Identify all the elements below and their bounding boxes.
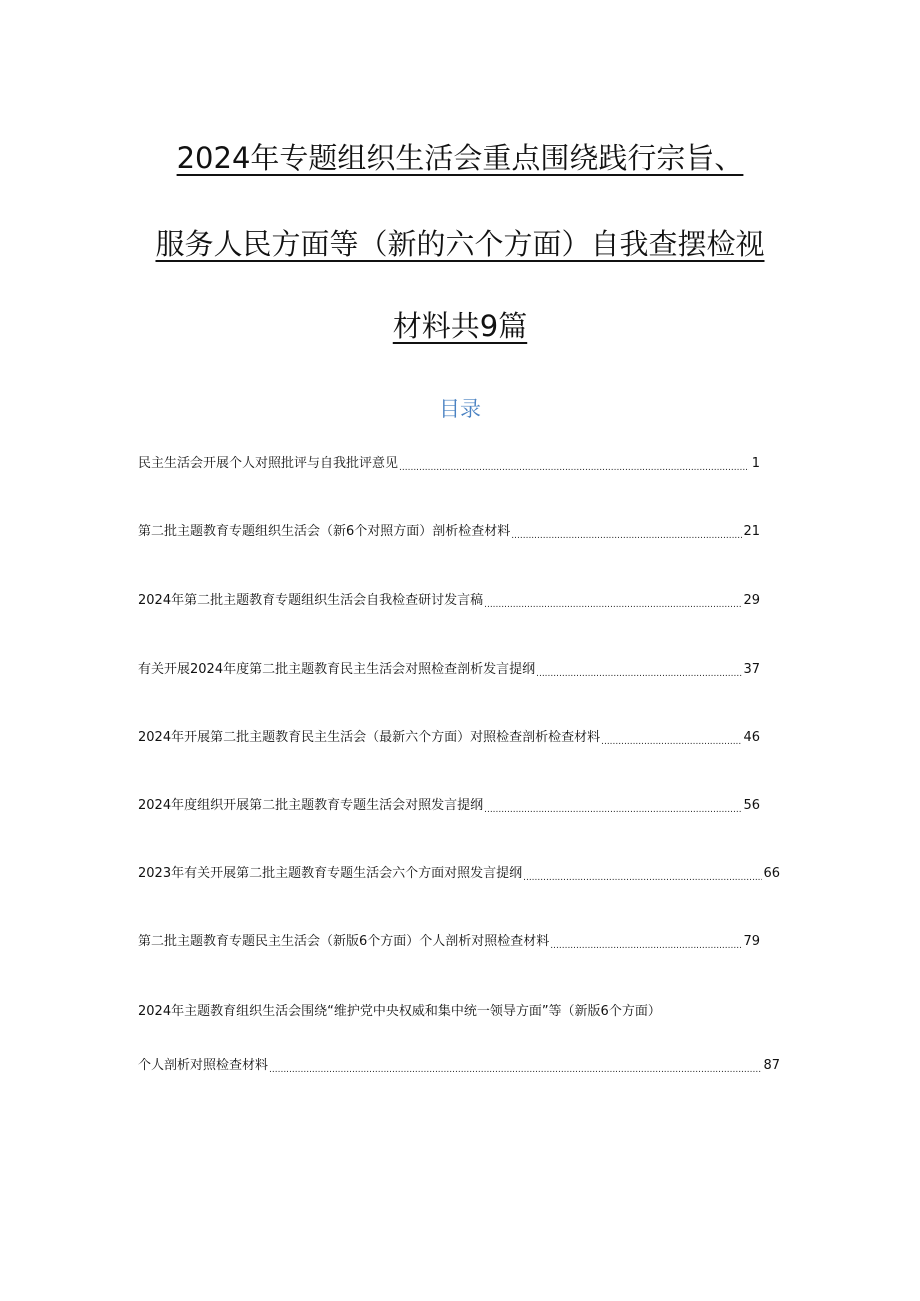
toc-page-number: 56 — [743, 798, 760, 813]
toc-entry[interactable] — [138, 1056, 780, 1076]
toc-entry-title: 有关开展2024年度第二批主题教育民主生活会对照检查剖析发言提纲 — [138, 662, 536, 677]
toc-leader-dots — [269, 1056, 762, 1076]
toc-entry-title-continued: 个人剖析对照检查材料 — [138, 1058, 269, 1073]
toc-entry-title: 2024年开展第二批主题教育民主生活会（最新六个方面）对照检查剖析检查材料 — [138, 730, 601, 745]
toc-entry[interactable] — [138, 932, 760, 952]
document-title-line-2 — [0, 224, 920, 264]
document-title-line-1 — [0, 138, 920, 178]
toc-entry[interactable] — [138, 728, 760, 748]
toc-entry[interactable] — [138, 591, 760, 611]
toc-page-number: 46 — [743, 730, 760, 745]
toc-entry[interactable] — [138, 660, 760, 680]
toc-entry[interactable] — [138, 522, 760, 542]
toc-entry-title: 2024年度组织开展第二批主题教育专题生活会对照发言提纲 — [138, 798, 484, 813]
toc-page-number: 21 — [743, 524, 760, 539]
toc-page-number: 29 — [743, 593, 760, 608]
toc-leader-dots — [511, 522, 742, 542]
toc-page-number: 79 — [743, 934, 760, 949]
toc-entry-title: 民主生活会开展个人对照批评与自我批评意见 — [138, 456, 399, 471]
toc-entry[interactable] — [138, 796, 760, 816]
toc-entry[interactable] — [138, 864, 780, 884]
toc-leader-dots — [523, 864, 762, 884]
toc-entry-multiline-title[interactable]: 2024年主题教育组织生活会围绕“维护党中央权威和集中统一领导方面”等（新版6个方面） — [138, 1004, 661, 1019]
title-text-1: 2024年专题组织生活会重点围绕践行宗旨、 — [176, 141, 744, 175]
toc-page-number: 87 — [763, 1058, 780, 1073]
toc-leader-dots — [536, 660, 742, 680]
toc-leader-dots — [484, 591, 742, 611]
toc-entry-title: 第二批主题教育专题组织生活会（新6个对照方面）剖析检查材料 — [138, 524, 511, 539]
title-text-2: 服务人民方面等（新的六个方面）自我查摆检视 — [155, 227, 765, 261]
toc-page-number: 1 — [751, 456, 760, 471]
title-text-3: 材料共9篇 — [392, 309, 528, 343]
toc-entry-title: 2024年第二批主题教育专题组织生活会自我检查研讨发言稿 — [138, 593, 484, 608]
toc-page-number: 66 — [763, 866, 780, 881]
toc-leader-dots — [484, 796, 742, 816]
toc-entry[interactable] — [138, 454, 760, 474]
toc-page-number: 37 — [743, 662, 760, 677]
toc-leader-dots — [399, 454, 749, 474]
toc-entry-title: 第二批主题教育专题民主生活会（新版6个方面）个人剖析对照检查材料 — [138, 934, 550, 949]
toc-leader-dots — [601, 728, 742, 748]
toc-leader-dots — [550, 932, 742, 952]
toc-entry-title: 2023年有关开展第二批主题教育专题生活会六个方面对照发言提纲 — [138, 866, 523, 881]
document-title-line-3 — [0, 306, 920, 346]
toc-heading: 目录 — [439, 397, 481, 421]
